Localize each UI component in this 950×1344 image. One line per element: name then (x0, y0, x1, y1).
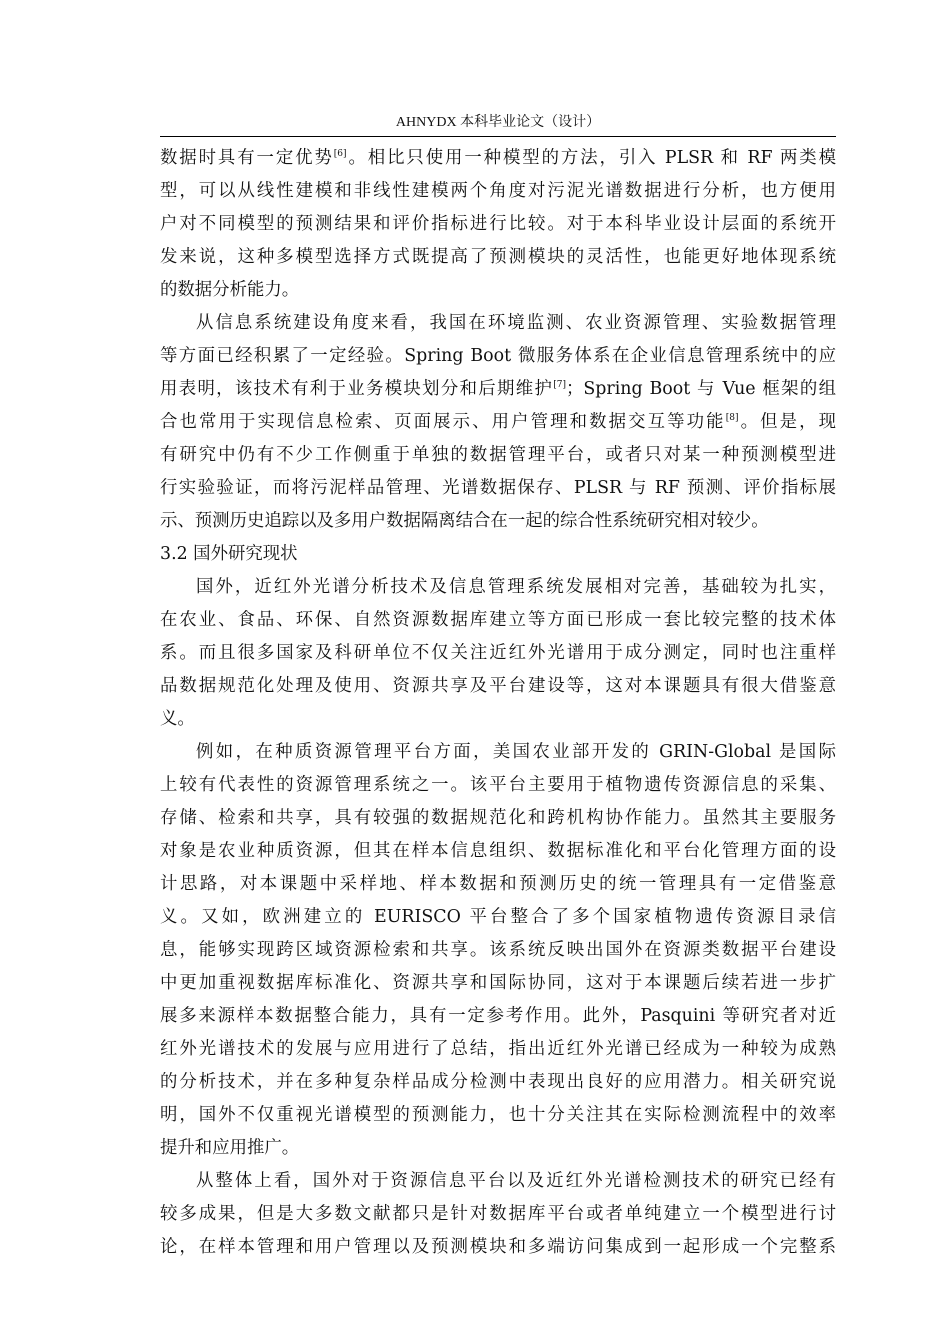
text-line-10: 有研究中仍有不少工作侧重于单独的数据管理平台，或者只对某一种预测模型进 (160, 445, 836, 465)
text-line-16: 系。而且很多国家及科研单位不仅关注近红外光谱用于成分测定，同时也注重样 (160, 643, 836, 663)
section-heading: 3.2 国外研究现状 (160, 544, 298, 564)
text-line-28: 红外光谱技术的发展与应用进行了总结，指出近红外光谱已经成为一种较为成熟 (160, 1039, 836, 1059)
text-line-12: 示、预测历史追踪以及多用户数据隔离结合在一起的综合性系统研究相对较少。 (160, 511, 769, 531)
text-line-2: 型，可以从线性建模和非线性建模两个角度对污泥光谱数据进行分析，也方便用 (160, 181, 836, 201)
body-text (160, 142, 836, 1264)
text-line-3: 户对不同模型的预测结果和评价指标进行比较。对于本科毕业设计层面的系统开 (160, 214, 836, 234)
citation-8: [8] (725, 413, 739, 423)
text-line-19: 例如，在种质资源管理平台方面，美国农业部开发的 GRIN-Global 是国际 (196, 742, 836, 762)
text-line-29: 的分析技术，并在多种复杂样品成分检测中表现出良好的应用潜力。相关研究说 (160, 1072, 836, 1092)
text-line-15: 在农业、食品、环保、自然资源数据库建立等方面已形成一套比较完整的技术体 (160, 610, 836, 630)
citation-7: [7] (553, 380, 566, 390)
text-line-33: 较多成果，但是大多数文献都只是针对数据库平台或者单纯建立一个模型进行讨 (160, 1204, 836, 1224)
text-line-27: 展多来源样本数据整合能力，具有一定参考作用。此外，Pasquini 等研究者对近 (160, 1006, 836, 1026)
text-line-32: 从整体上看，国外对于资源信息平台以及近红外光谱检测技术的研究已经有 (196, 1171, 836, 1191)
running-header: AHNYDX 本科毕业论文（设计） (395, 115, 601, 130)
text-line-21: 存储、检索和共享，具有较强的数据规范化和跨机构协作能力。虽然其主要服务 (160, 808, 836, 828)
text-line-8: 用表明，该技术有利于业务模块划分和后期维护[7]；Spring Boot 与 Vue 框架的组 (160, 379, 836, 399)
text-line-30: 明，国外不仅重视光谱模型的预测能力，也十分关注其在实际检测流程中的效率 (160, 1105, 836, 1125)
text-line-22: 对象是农业种质资源，但其在样本信息组织、数据标准化和平台化管理方面的设 (160, 841, 836, 861)
text-line-25: 息，能够实现跨区域资源检索和共享。该系统反映出国外在资源类数据平台建设 (160, 940, 836, 960)
text-line-18: 义。 (160, 709, 195, 729)
text-line-31: 提升和应用推广。 (160, 1138, 300, 1158)
citation-6: [6] (333, 149, 347, 159)
text-line-26: 中更加重视数据库标准化、资源共享和国际协同，这对于本课题后续若进一步扩 (160, 973, 836, 993)
text-line-9: 合也常用于实现信息检索、页面展示、用户管理和数据交互等功能[8]。但是，现 (160, 412, 836, 432)
text-line-6: 从信息系统建设角度来看，我国在环境监测、农业资源管理、实验数据管理 (196, 313, 836, 333)
text-line-14: 国外，近红外光谱分析技术及信息管理系统发展相对完善，基础较为扎实， (196, 577, 836, 597)
text-line-20: 上较有代表性的资源管理系统之一。该平台主要用于植物遗传资源信息的采集、 (160, 775, 836, 795)
text-line-23: 计思路，对本课题中采样地、样本数据和预测历史的统一管理具有一定借鉴意 (160, 874, 836, 894)
text-line-11: 行实验验证，而将污泥样品管理、光谱数据保存、PLSR 与 RF 预测、评价指标展 (160, 478, 836, 498)
text-line-24: 义。又如，欧洲建立的 EURISCO 平台整合了多个国家植物遗传资源目录信 (160, 907, 836, 927)
text-line-1: 数据时具有一定优势[6]。相比只使用一种模型的方法，引入 PLSR 和 RF 两类模 (160, 148, 836, 168)
text-line-34: 论，在样本管理和用户管理以及预测模块和多端访问集成到一起形成一个完整系 (160, 1237, 836, 1257)
text-line-17: 品数据规范化处理及使用、资源共享及平台建设等，这对本课题具有很大借鉴意 (160, 676, 836, 696)
text-line-4: 发来说，这种多模型选择方式既提高了预测模块的灵活性，也能更好地体现系统 (160, 247, 836, 267)
text-line-5: 的数据分析能力。 (160, 280, 300, 300)
header-rule (160, 136, 836, 137)
text-line-7: 等方面已经积累了一定经验。Spring Boot 微服务体系在企业信息管理系统中的应 (160, 346, 836, 366)
